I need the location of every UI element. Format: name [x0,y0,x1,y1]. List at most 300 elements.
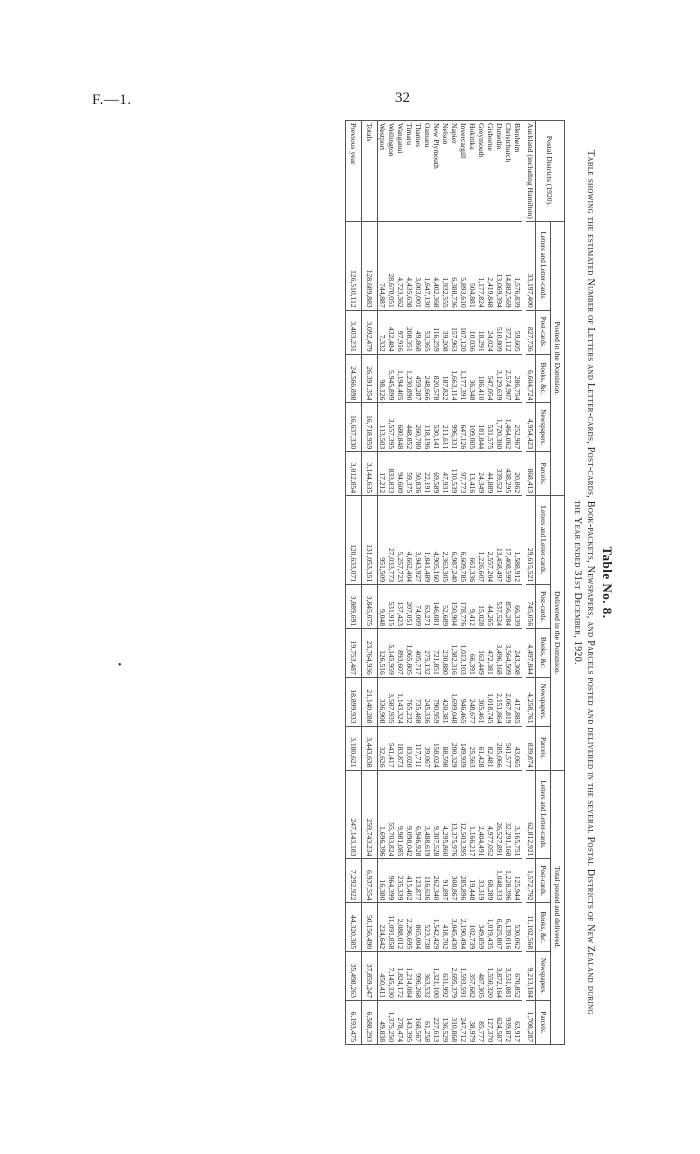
value-cell: 3,496,168 [495,629,504,678]
value-cell: 1,143,324 [396,677,405,726]
value-cell: 939,872 [504,1000,513,1044]
value-cell: 6,588,293 [362,1000,378,1044]
value-cell: 1,824,172 [396,952,405,1001]
value-cell: 1,932,555 [441,221,450,310]
value-cell: 102,739 [468,903,477,952]
value-cell: 744,887 [378,221,388,310]
group-header-posted: Posted in the Dominion. [551,221,565,495]
value-cell: 438,295 [504,452,513,496]
value-cell: 631,992 [441,952,450,1001]
value-cell: 35,498,263 [346,952,362,1001]
column-header: Books, &c. [536,629,551,678]
value-cell: 4,723,362 [396,221,405,310]
value-cell: 3,845,075 [362,585,378,629]
value-cell: 208,351 [405,310,414,354]
value-cell: 120,633,071 [346,496,362,585]
table-row [486,121,495,1045]
value-cell: 2,067,819 [504,677,513,726]
value-cell: 23,764,936 [362,629,378,678]
district-cell: Thames [414,121,423,222]
value-cell: 10,036 [468,310,477,354]
value-cell: 1,464,062 [504,403,513,452]
value-cell: 1,228,396 [504,859,513,903]
table-row [405,121,414,1045]
value-cell: 28,670,051 [387,221,396,310]
value-cell: 285,896 [459,859,468,903]
value-cell: 63,917 [513,1000,522,1044]
district-cell: Greymouth [477,121,486,222]
value-cell: 1,588,912 [513,496,522,585]
value-cell: 18,899,933 [346,677,362,726]
value-cell: 16,637,330 [346,403,362,452]
district-cell: Totals [362,121,378,222]
value-cell: 1,696,396 [378,770,388,859]
value-cell: 186,410 [477,354,486,403]
value-cell: 1,048,333 [495,859,504,903]
value-cell: 1,663,114 [450,354,459,403]
value-cell: 275,132 [423,629,432,678]
value-cell: 49,838 [378,1000,388,1044]
value-cell: 1,214,084 [405,952,414,1001]
column-header: Newspapers. [536,952,551,1001]
value-cell: 158,024 [432,726,441,770]
value-cell: 9,098,042 [405,770,414,859]
value-cell: 670,852 [513,952,522,1001]
column-header: Post-cards. [536,310,551,354]
value-cell: 1,019,435 [486,903,495,952]
value-cell: 530,062 [513,903,522,952]
value-cell: 50,156,490 [362,903,378,952]
group-header-total: Total posted and delivered. [551,770,565,1045]
value-cell: 83,020 [405,726,414,770]
value-cell: 49,868 [414,310,423,354]
value-cell: 1,708,287 [526,1000,536,1044]
value-cell: 501,577 [504,726,513,770]
value-cell: 996,268 [414,952,423,1001]
value-cell: 4,402,368 [432,221,441,310]
value-cell: 33,319 [477,859,486,903]
value-cell: 224,642 [378,903,388,952]
group-header-delivered: Delivered in the Dominion. [551,496,565,770]
value-cell: 1,572,792 [526,859,536,903]
column-header: Newspapers. [536,677,551,726]
value-cell: 1,699,048 [450,677,459,726]
value-cell: 3,557,395 [387,403,396,452]
value-cell: 2,557,204 [486,496,495,585]
value-cell: 305,461 [477,677,486,726]
value-cell: 2,574,907 [504,354,513,403]
value-cell: 336,908 [378,677,388,726]
value-cell: 118,196 [423,403,432,452]
table-row [396,121,405,1045]
table-row [387,121,396,1045]
value-cell: 44,889 [486,452,495,496]
value-cell: 1,177,391 [459,354,468,403]
table-row [477,121,486,1045]
value-cell: 721,851 [432,629,441,678]
value-cell: 69,589 [432,452,441,496]
value-cell: 63,271 [423,585,432,629]
value-cell: 339,521 [495,452,504,496]
district-cell: Auckland (including Hamilton) [526,121,536,222]
value-cell: 61,428 [477,726,486,770]
value-cell: 3,531,881 [504,952,513,1001]
value-cell: 661,336 [468,496,477,585]
value-cell: 3,012,854 [346,452,362,496]
value-cell: 6,987,240 [450,496,459,585]
value-cell: 91,897 [441,859,450,903]
value-cell: 868,413 [526,452,536,496]
district-cell: Nelson [441,121,450,222]
value-cell: 33,197,400 [526,221,536,310]
value-cell: 1,166,217 [468,770,477,859]
value-cell: 537,524 [495,585,504,629]
value-cell: 547,054 [486,354,495,403]
value-cell: 4,977,052 [486,770,495,859]
value-cell: 187,822 [441,354,450,403]
value-cell: 98,126 [378,354,388,403]
value-cell: 24,024 [486,310,495,354]
value-cell: 3,872,164 [495,952,504,1001]
value-cell: 61,258 [423,1000,432,1044]
value-cell: 24,566,898 [346,354,362,403]
value-cell: 24,349 [477,452,486,496]
value-cell: 117,711 [414,726,423,770]
column-header: Letters and Letter-cards. [536,496,551,585]
value-cell: 1,841,489 [423,496,432,585]
district-cell: New Plymouth [432,121,441,222]
column-header: Letters and Letter-cards. [536,770,551,859]
value-cell: 59,605 [513,310,522,354]
value-cell: 4,435,638 [405,221,414,310]
value-cell: 448,852 [405,403,414,452]
value-cell: 248,677 [468,677,477,726]
value-cell: 856,284 [504,585,513,629]
value-cell: 126,510,112 [346,221,362,310]
value-cell: 39,208 [441,310,450,354]
value-cell: 44,320,385 [346,903,362,952]
value-cell: 178,776 [459,585,468,629]
value-cell: 11,102,568 [526,903,536,952]
value-cell: 260,780 [414,403,423,452]
value-cell: 4,295,860 [441,770,450,859]
value-cell: 38,979 [468,1000,477,1044]
value-cell: 128,689,883 [362,221,378,310]
value-cell: 97,916 [396,310,405,354]
table-row [495,121,504,1045]
district-cell: Gisborne [486,121,495,222]
value-cell: 472,381 [486,629,495,678]
value-cell: 7,292,922 [346,859,362,903]
column-header: Books, &c. [536,354,551,403]
value-cell: 123,877 [414,859,423,903]
value-cell: 827,736 [526,310,536,354]
value-cell: 357,682 [468,952,477,1001]
value-cell: 143,395 [405,1000,414,1044]
value-cell: 127,370 [486,1000,495,1044]
value-cell: 211,611 [441,403,450,452]
value-cell: 1,720,300 [495,403,504,452]
value-cell: 116,636 [423,859,432,903]
value-cell: 262,340 [432,859,441,903]
value-cell: 531,915 [387,585,396,629]
value-cell: 94,600 [396,452,405,496]
value-cell: 1,550,320 [486,952,495,1001]
value-cell: 745,056 [526,585,536,629]
value-cell: 1,177,824 [477,221,486,310]
value-cell: 5,257,723 [396,496,405,585]
district-cell: Blenheim [513,121,522,222]
value-cell: 235,339 [396,859,405,903]
value-cell: 417,885 [513,677,522,726]
table-row [468,121,477,1045]
table-row [450,121,459,1045]
value-cell: 19,753,487 [346,629,362,678]
value-cell: 47,931 [441,452,450,496]
district-cell: Dunedin [495,121,504,222]
value-cell: 13,375,976 [450,770,459,859]
value-cell: 88,598 [441,726,450,770]
value-cell: 820,578 [432,354,441,403]
value-cell: 363,532 [423,952,432,1001]
value-cell: 19,448 [468,859,477,903]
value-cell: 765,232 [405,677,414,726]
value-cell: 116,259 [432,310,441,354]
value-cell: 74,009 [414,585,423,629]
value-cell: 3,564,509 [504,629,513,678]
value-cell: 450,411 [378,952,388,1001]
value-cell: 66,339 [513,585,522,629]
value-cell: 1,065,805 [405,629,414,678]
value-cell: 1,013,103 [459,629,468,678]
value-cell: 3,443,638 [362,726,378,770]
value-cell: 680,848 [396,403,405,452]
value-cell: 52,689 [441,585,450,629]
value-cell: 17,212 [378,452,388,496]
district-cell: Wellington [387,121,396,222]
district-cell: Timaru [405,121,414,222]
value-cell: 1,194,405 [396,354,405,403]
value-cell: 459,287 [414,354,423,403]
value-cell: 149,939 [459,726,468,770]
value-cell: 53,365 [423,310,432,354]
table-title: Table No. 8. [600,546,615,619]
value-cell: 109,005 [468,403,477,452]
value-cell: 420,381 [441,677,450,726]
table-row [526,121,536,1045]
value-cell: 3,092,479 [362,310,378,354]
rotated-table-block [215,120,615,1045]
value-cell: 26,527,891 [495,770,504,859]
district-cell: Hokitika [468,121,477,222]
value-cell: 7,332 [378,310,388,354]
table-row [513,121,522,1045]
value-cell: 1,593,591 [459,952,468,1001]
value-cell: 1,576,839 [513,221,522,310]
value-cell: 4,662,404 [405,496,414,585]
value-cell: 16,380 [378,859,388,903]
value-cell: 510,809 [495,310,504,354]
value-cell: 2,190,494 [459,903,468,952]
value-cell: 310,868 [450,1000,459,1044]
table-row [378,121,388,1045]
table-row [459,121,468,1045]
value-cell: 157,963 [450,310,459,354]
value-cell: 541,417 [387,726,396,770]
value-cell: 22,191 [423,452,432,496]
value-cell: 12,503,395 [459,770,468,859]
district-cell: Wanganui [396,121,405,222]
value-cell: 17,408,599 [504,496,513,585]
value-cell: 523,738 [423,903,432,952]
value-cell: 2,363,305 [441,496,450,585]
totals-row [362,121,378,1045]
value-cell: 6,937,554 [362,859,378,903]
value-cell: 4,258,761 [526,677,536,726]
value-cell: 207,051 [405,585,414,629]
value-cell: 44,265 [486,585,495,629]
value-cell: 278,474 [396,1000,405,1044]
value-cell: 5,945,899 [387,354,396,403]
value-cell: 504,881 [468,221,477,310]
value-cell: 43,065 [513,726,522,770]
mail-volume-table [345,120,565,1045]
value-cell: 349,859 [477,903,486,952]
column-header: Parcels. [536,726,551,770]
value-cell: 1,018,745 [486,677,495,726]
column-header: Parcels. [536,452,551,496]
column-header: Newspapers. [536,403,551,452]
value-cell: 55,703,824 [387,770,396,859]
value-cell: 1,230,890 [405,354,414,403]
value-cell: 68,289 [486,859,495,903]
value-cell: 308,867 [450,859,459,903]
value-cell: 25,563 [468,726,477,770]
value-cell: 3,587,935 [387,677,396,726]
value-cell: 893,607 [396,629,405,678]
table-row [423,121,432,1045]
value-cell: 6,139,016 [504,903,513,952]
value-cell: 227,613 [432,1000,441,1044]
value-cell: 1,375,250 [387,1000,396,1044]
value-cell: 2,404,491 [477,770,486,859]
value-cell: 964,399 [387,859,396,903]
value-cell: 790,959 [432,677,441,726]
value-cell: 59,375 [405,452,414,496]
value-cell: 6,388,736 [450,221,459,310]
value-cell: 252,967 [513,403,522,452]
value-cell: 839,874 [526,726,536,770]
district-cell: Napier [450,121,459,222]
district-header: Postal Districts (1920). [536,121,565,222]
value-cell: 16,718,959 [362,403,378,452]
value-cell: 9,307,528 [432,770,441,859]
value-cell: 150,904 [450,585,459,629]
value-cell: 15,028 [477,585,486,629]
value-cell: 13,069,394 [495,221,504,310]
value-cell: 27,033,773 [387,496,396,585]
value-cell: 286,754 [513,354,522,403]
value-cell: 1,321,100 [432,952,441,1001]
value-cell: 4,905,160 [432,496,441,585]
table-row [504,121,513,1045]
value-cell: 3,144,635 [362,452,378,496]
value-cell: 1,382,316 [450,629,459,678]
district-cell: Oamaru [423,121,432,222]
value-cell: 3,129,639 [495,354,504,403]
value-cell: 3,165,751 [513,770,522,859]
value-cell: 230,880 [441,629,450,678]
value-cell: 113,503 [378,403,388,452]
value-cell: 107,120 [459,310,468,354]
value-cell: 530,141 [432,403,441,452]
column-header: Post-cards. [536,585,551,629]
value-cell: 200,329 [450,726,459,770]
column-header: Post-cards. [536,859,551,903]
value-cell: 946,465 [459,677,468,726]
value-cell: 2,151,864 [495,677,504,726]
value-cell: 6,625,807 [495,903,504,952]
value-cell: 2,419,848 [486,221,495,310]
value-cell: 415,402 [405,859,414,903]
value-cell: 247,712 [459,1000,468,1044]
value-cell: 6,193,475 [346,1000,362,1044]
table-row [441,121,450,1045]
value-cell: 97,773 [459,452,468,496]
value-cell: 418,702 [441,903,450,952]
value-cell: 66,391 [468,629,477,678]
value-cell: 50,836 [414,452,423,496]
value-cell: 183,873 [396,726,405,770]
value-cell: 36,348 [468,354,477,403]
value-cell: 432,484 [387,310,396,354]
value-cell: 11,091,858 [387,903,396,952]
value-cell: 13,416 [468,452,477,496]
value-cell: 13,458,497 [495,496,504,585]
value-cell: 21,140,288 [362,677,378,726]
value-cell: 1,647,130 [423,221,432,310]
value-cell: 32,626 [378,726,388,770]
value-cell: 248,666 [423,354,432,403]
table-description: Table showing the estimated Number of Letters and Letter-cards, Post-cards, Book-packets, Newspapers, and Parcels posted and delivered in the several Postal Districts of New Zealand during the Year ended 31st December, 1920. [572,150,596,1015]
value-cell: 7,145,330 [387,952,396,1001]
value-cell: 5,893,610 [459,221,468,310]
value-cell: 531,575 [486,403,495,452]
district-cell: Invercargill [459,121,468,222]
value-cell: 168,567 [414,1000,423,1044]
value-cell: 647,126 [459,403,468,452]
value-cell: 14,882,569 [504,221,513,310]
value-cell: 9,213,184 [526,952,536,1001]
district-cell: Westport [378,121,388,222]
district-cell: Christchurch [504,121,513,222]
value-cell: 37,859,247 [362,952,378,1001]
page-number: 32 [395,90,410,106]
value-cell: 85,777 [477,1000,486,1044]
value-cell: 735,488 [414,677,423,726]
value-cell: 996,331 [450,403,459,452]
value-cell: 259,743,234 [362,770,378,859]
value-cell: 624,587 [495,1000,504,1044]
value-cell: 62,812,921 [526,770,536,859]
value-cell: 1,542,429 [432,903,441,952]
value-cell: 39,067 [423,726,432,770]
table-row [432,121,441,1045]
value-cell: 32,291,168 [504,770,513,859]
value-cell: 26,391,354 [362,354,378,403]
value-cell: 9,048 [378,585,388,629]
value-cell: 865,004 [414,903,423,952]
